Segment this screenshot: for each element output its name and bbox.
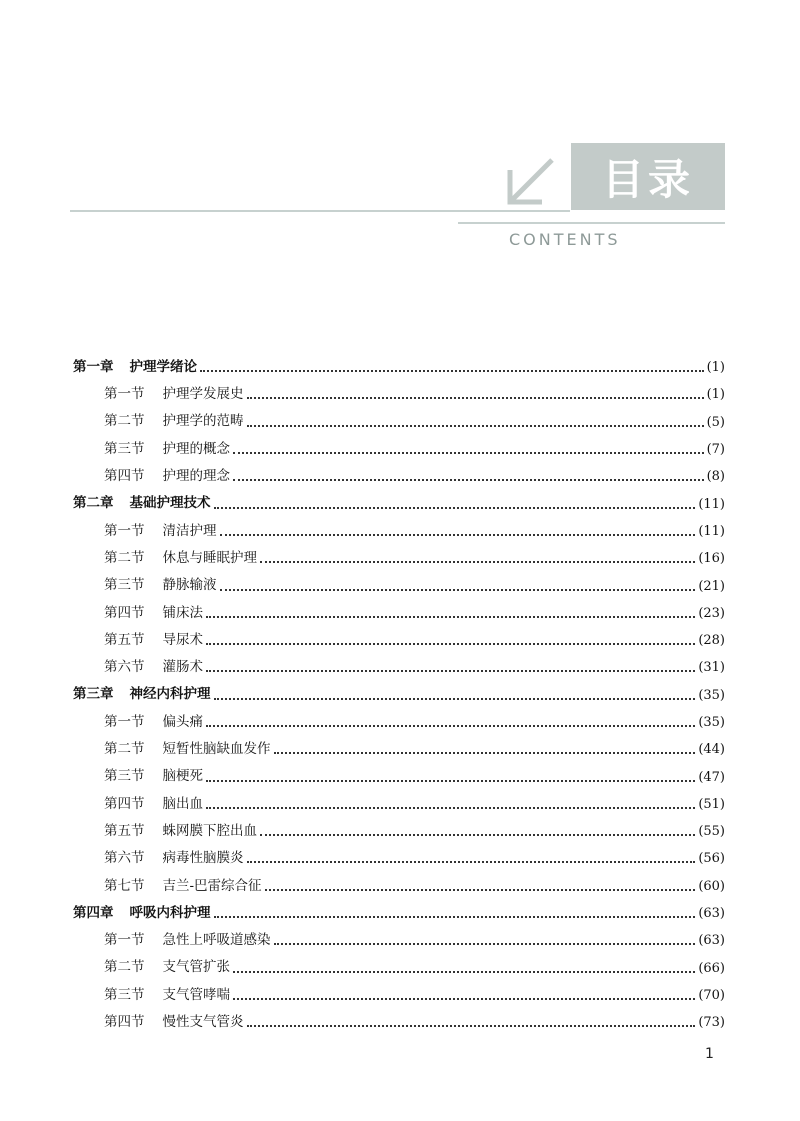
toc-entry-number: 第一章 [73,358,114,375]
toc-entry-title: 护理的理念 [162,468,230,485]
toc-entry-title: 脑出血 [162,795,203,812]
toc-entry-number: 第一节 [104,386,145,403]
dot-leader [214,506,696,509]
toc-entry-number: 第二节 [104,413,145,430]
toc-entry-number: 第一节 [104,522,145,539]
toc-section-entry[interactable] [73,955,725,982]
table-of-contents [73,354,725,1036]
dot-leader [260,560,695,563]
dot-leader [200,369,704,372]
toc-entry-number: 第六节 [104,850,145,867]
toc-entry-page: (47) [698,769,725,785]
dot-leader [206,642,695,645]
toc-section-entry[interactable] [73,982,725,1009]
toc-entry-title: 神经内科护理 [129,686,211,703]
toc-entry-number: 第三节 [104,768,145,785]
toc-entry-page: (31) [698,660,725,676]
toc-chapter-entry[interactable] [73,682,725,709]
toc-entry-title: 支气管哮喘 [162,986,230,1003]
toc-entry-number: 第一节 [104,713,145,730]
toc-entry-page: (60) [698,878,725,894]
toc-section-entry[interactable] [73,518,725,545]
toc-entry-page: (1) [706,387,725,403]
dot-leader [260,833,695,836]
dot-leader [220,533,696,536]
toc-entry-number: 第二章 [73,495,114,512]
header-divider-right [458,222,725,224]
toc-entry-page: (35) [698,715,725,730]
toc-entry-title: 支气管扩张 [162,959,230,976]
toc-entry-page: (16) [698,551,725,567]
toc-entry-page: (23) [698,605,725,621]
toc-entry-number: 第四节 [104,468,145,485]
toc-entry-number: 第六节 [104,659,145,676]
dot-leader [274,751,696,754]
toc-entry-title: 慢性支气管炎 [162,1014,244,1031]
toc-entry-number: 第三章 [73,686,114,703]
arrow-down-left-icon [504,156,556,208]
toc-entry-number: 第五节 [104,631,145,648]
dot-leader [206,806,695,809]
dot-leader [247,396,704,399]
toc-chapter-entry[interactable] [73,900,725,927]
toc-entry-title: 护理的概念 [162,440,230,457]
toc-section-entry[interactable] [73,845,725,872]
dot-leader [206,615,695,618]
dot-leader [206,669,695,672]
toc-section-entry[interactable] [73,436,725,463]
toc-section-entry[interactable] [73,381,725,408]
toc-entry-title: 偏头痛 [162,713,203,730]
toc-section-entry[interactable] [73,654,725,681]
toc-entry-page: (21) [698,578,725,594]
toc-chapter-entry[interactable] [73,354,725,381]
dot-leader [233,970,695,973]
toc-entry-title: 蛛网膜下腔出血 [162,822,257,839]
toc-entry-page: (63) [698,906,725,922]
toc-entry-page: (70) [698,987,725,1003]
toc-entry-number: 第四节 [104,1014,145,1031]
toc-entry-page: (11) [698,523,725,539]
toc-section-entry[interactable] [73,545,725,572]
toc-entry-number: 第三节 [104,986,145,1003]
page-title: 目录 [601,154,694,204]
header-divider-left [70,210,570,212]
dot-leader [214,915,696,918]
toc-section-entry[interactable] [73,873,725,900]
dot-leader [247,424,704,427]
toc-entry-title: 护理学绪论 [129,358,197,375]
toc-entry-page: (51) [698,796,725,812]
toc-entry-title: 短暂性脑缺血发作 [162,741,271,758]
page-number: 1 [705,1046,714,1062]
toc-entry-number: 第四节 [104,795,145,812]
toc-section-entry[interactable] [73,627,725,654]
toc-entry-number: 第三节 [104,577,145,594]
toc-section-entry[interactable] [73,409,725,436]
toc-entry-page: (66) [698,960,725,976]
dot-leader [206,779,695,782]
toc-entry-page: (56) [698,851,725,867]
toc-section-entry[interactable] [73,763,725,790]
toc-entry-page: (35) [698,687,725,703]
page-subtitle: CONTENTS [509,230,621,249]
toc-entry-title: 休息与睡眠护理 [162,549,257,566]
toc-entry-title: 基础护理技术 [129,495,211,512]
toc-entry-title: 护理学发展史 [162,386,244,403]
toc-entry-page: (44) [698,742,725,758]
title-banner [571,143,725,210]
dot-leader [214,697,696,700]
toc-section-entry[interactable] [73,818,725,845]
toc-entry-number: 第三节 [104,440,145,457]
toc-entry-page: (63) [698,933,725,949]
toc-entry-number: 第四章 [73,904,114,921]
dot-leader [206,724,695,727]
toc-section-entry[interactable] [73,600,725,627]
toc-entry-number: 第一节 [104,932,145,949]
toc-entry-title: 病毒性脑膜炎 [162,850,244,867]
dot-leader [247,1024,696,1027]
toc-section-entry[interactable] [73,927,725,954]
toc-entry-number: 第四节 [104,604,145,621]
toc-entry-page: (5) [706,414,725,430]
toc-section-entry[interactable] [73,709,725,736]
dot-leader [274,942,696,945]
toc-section-entry[interactable] [73,572,725,599]
toc-chapter-entry[interactable] [73,490,725,517]
dot-leader [247,860,696,863]
toc-section-entry[interactable] [73,791,725,818]
toc-entry-number: 第二节 [104,741,145,758]
toc-entry-title: 护理学的范畴 [162,413,244,430]
toc-entry-page: (55) [698,824,725,840]
dot-leader [265,888,696,891]
dot-leader [233,997,695,1000]
toc-section-entry[interactable] [73,463,725,490]
toc-entry-number: 第七节 [104,877,145,894]
toc-entry-number: 第二节 [104,959,145,976]
toc-entry-title: 急性上呼吸道感染 [162,932,271,949]
toc-section-entry[interactable] [73,736,725,763]
toc-entry-number: 第二节 [104,549,145,566]
toc-entry-page: (1) [706,360,725,376]
toc-entry-title: 呼吸内科护理 [129,904,211,921]
toc-entry-page: (8) [706,469,725,485]
dot-leader [220,588,696,591]
toc-entry-page: (28) [698,633,725,649]
toc-entry-number: 第五节 [104,822,145,839]
toc-entry-title: 灌肠术 [162,659,203,676]
toc-entry-page: (11) [698,496,725,512]
toc-entry-title: 导尿术 [162,631,203,648]
dot-leader [233,478,704,481]
toc-entry-title: 静脉输液 [162,577,217,594]
toc-entry-title: 吉兰-巴雷综合征 [162,877,262,894]
toc-entry-title: 清洁护理 [162,522,217,539]
toc-entry-title: 铺床法 [162,604,203,621]
dot-leader [233,451,704,454]
toc-entry-title: 脑梗死 [162,768,203,785]
toc-entry-page: (7) [706,442,725,458]
toc-section-entry[interactable] [73,1009,725,1036]
toc-entry-page: (73) [698,1015,725,1031]
